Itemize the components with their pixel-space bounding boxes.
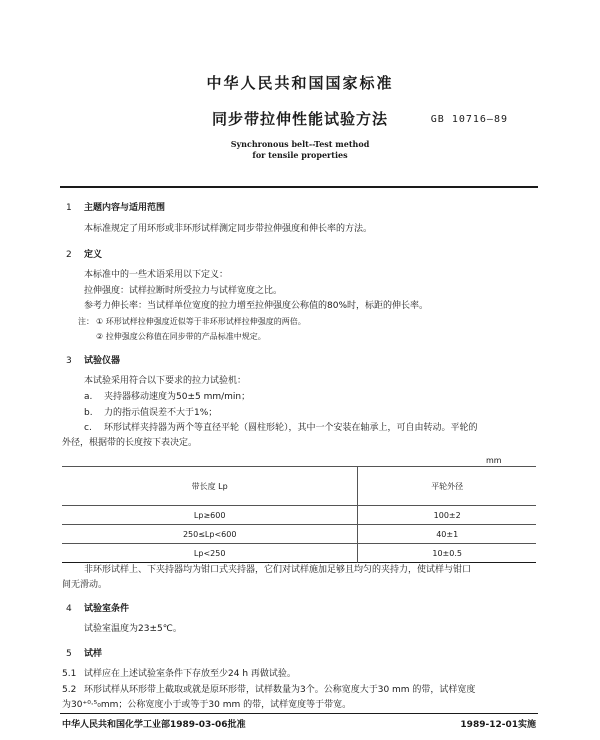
pulley-diameter-table xyxy=(62,466,536,563)
section-2-heading xyxy=(66,247,102,260)
item-a-text: 夹持器移动速度为50±5 mm/min； xyxy=(104,392,251,402)
table-cell: Lp<250 xyxy=(62,544,358,563)
clause-5-2-text-line-2: 为30⁺⁰·⁵₀mm；公称宽度小于或等于30 mm 的带，试样宽度等于带宽。 xyxy=(62,700,352,710)
section-3-heading xyxy=(66,353,120,366)
definition-reference-elongation: 参考力伸长率：当试样单位宽度的拉力增至拉伸强度公称值的80%时，标距的伸长率。 xyxy=(84,301,429,311)
section-1-text: 本标准规定了用环形或非环形试样测定同步带拉伸强度和伸长率的方法。 xyxy=(84,224,373,234)
standard-code: GB 10716—89 xyxy=(430,114,508,125)
english-title-line-2: for tensile properties xyxy=(252,150,348,160)
definition-tensile-strength: 拉伸强度：试样拉断时所受拉力与试样宽度之比。 xyxy=(84,286,283,296)
table-unit: mm xyxy=(486,456,502,465)
section-1-heading xyxy=(66,200,165,213)
item-b-label: b. xyxy=(84,408,93,418)
section-number: 5 xyxy=(66,649,72,659)
table-cell: 40±1 xyxy=(358,525,536,544)
clause-5-2-number: 5.2 xyxy=(62,685,77,695)
approval-line: 中华人民共和国化学工业部1989-03-06批准 xyxy=(62,720,246,730)
non-ring-clamp-text-line-2: 间无滑动。 xyxy=(62,580,108,590)
section-number: 4 xyxy=(66,604,72,614)
table-row xyxy=(62,525,536,544)
section-4-heading xyxy=(66,601,129,614)
clause-5-1-number: 5.1 xyxy=(62,669,77,679)
section-title: 试验室条件 xyxy=(84,604,130,614)
table-header-cell: 带长度 Lp xyxy=(62,467,358,506)
table-cell: 250≤Lp<600 xyxy=(62,525,358,544)
note-1: ① 环形试样拉伸强度近似等于非环形试样拉伸强度的两倍。 xyxy=(96,317,306,326)
section-number: 3 xyxy=(66,356,72,366)
document-title: 同步带拉伸性能试验方法 xyxy=(211,110,388,128)
section-title: 试样 xyxy=(84,649,103,659)
item-c-text-line-2: 外径，根据带的长度按下表决定。 xyxy=(62,438,198,448)
note-2: ② 拉伸强度公称值在同步带的产品标准中规定。 xyxy=(96,332,266,341)
section-2-intro: 本标准中的一些术语采用以下定义： xyxy=(84,270,229,280)
english-title-line-1: Synchronous belt--Test method xyxy=(230,139,370,149)
table-row xyxy=(62,506,536,525)
section-title: 试验仪器 xyxy=(84,356,121,366)
non-ring-clamp-text-line-1: 非环形试样上、下夹持器均为钳口式夹持器，它们对试样施加足够且均匀的夹持力，使试样与钳口 xyxy=(84,565,472,575)
clause-5-1-text: 试样应在上述试验室条件下存放至少24 h 再做试验。 xyxy=(84,669,296,679)
section-number: 2 xyxy=(66,250,72,260)
header-rule xyxy=(60,186,538,188)
table-cell: 10±0.5 xyxy=(358,544,536,563)
section-number: 1 xyxy=(66,203,72,213)
item-a-label: a. xyxy=(84,392,93,402)
note-label: 注： xyxy=(78,317,94,326)
table-row xyxy=(62,544,536,563)
clause-5-2-text-line-1: 环形试样从环形带上截取或就是原环形带，试样数量为3个。公称宽度大于30 mm 的带，试样宽度 xyxy=(84,685,476,695)
section-5-heading xyxy=(66,646,102,659)
table-header-cell: 平轮外径 xyxy=(358,467,536,506)
effective-date: 1989-12-01实施 xyxy=(460,720,536,730)
table-header-row xyxy=(62,467,536,506)
section-3-intro: 本试验采用符合以下要求的拉力试验机： xyxy=(84,376,247,386)
standard-body-heading: 中华人民共和国国家标准 xyxy=(206,74,394,92)
table-cell: 100±2 xyxy=(358,506,536,525)
section-4-text: 试验室温度为23±5℃。 xyxy=(84,624,182,634)
footer-rule xyxy=(60,713,538,714)
item-b-text: 力的指示值误差不大于1%； xyxy=(104,408,218,418)
section-title: 定义 xyxy=(84,250,103,260)
section-title: 主题内容与适用范围 xyxy=(84,203,166,213)
table-cell: Lp≥600 xyxy=(62,506,358,525)
item-c-label: c. xyxy=(84,423,92,433)
item-c-text-line-1: 环形试样夹持器为两个等直径平轮（圆柱形轮），其中一个安装在轴承上，可自由转动。平轮的 xyxy=(104,423,478,433)
